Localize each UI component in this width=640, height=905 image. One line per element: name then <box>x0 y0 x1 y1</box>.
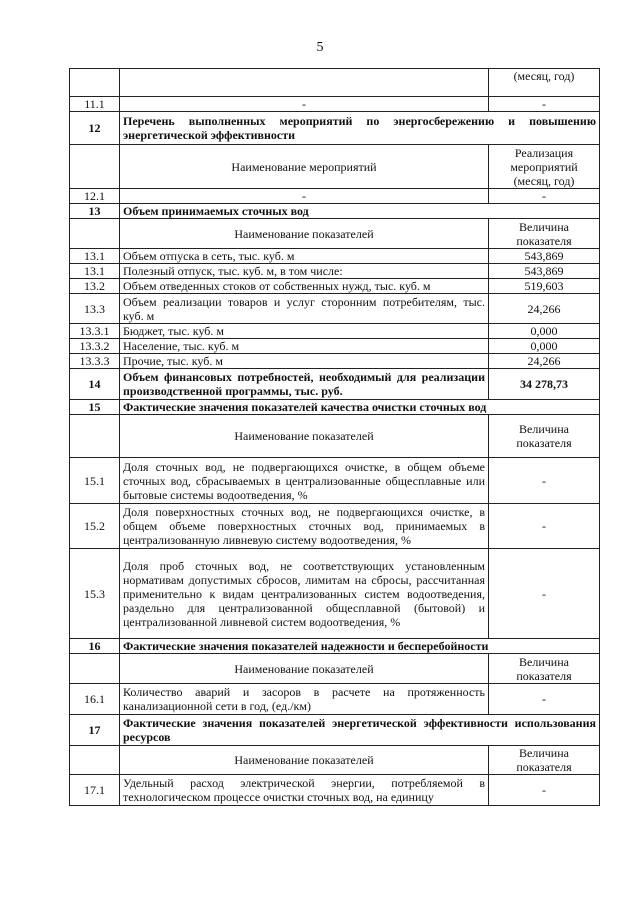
row-text: Удельный расход электрической энергии, потребляемой в технологическом процессе очистки сточных вод, на единицу <box>120 775 489 806</box>
table-row-continuation <box>70 69 600 97</box>
header-row-12 <box>70 145 600 189</box>
section-row-16 <box>70 639 600 654</box>
row-text: Объем отпуска в сеть, тыс. куб. м <box>120 249 489 264</box>
column-header-value: Реализация мероприятий (месяц, год) <box>489 145 600 189</box>
row-text: Объем реализации товаров и услуг сторонним потребителям, тыс. куб. м <box>120 294 489 324</box>
row-number: 17.1 <box>70 775 120 806</box>
column-header-name: Наименование мероприятий <box>120 145 489 189</box>
table-row-13-2 <box>70 279 600 294</box>
row-text: Бюджет, тыс. куб. м <box>120 324 489 339</box>
section-row-13 <box>70 204 600 219</box>
table-row-15-3 <box>70 549 600 639</box>
row-value: 519,603 <box>489 279 600 294</box>
header-row-17 <box>70 746 600 775</box>
row-number: 16.1 <box>70 684 120 715</box>
row-text: Полезный отпуск, тыс. куб. м, в том числе: <box>120 264 489 279</box>
row-text: Количество аварий и засоров в расчете на протяженность канализационной сети в год, (ед./км) <box>120 684 489 715</box>
section-title: Перечень выполненных мероприятий по энергосбережению и повышению энергетической эффективности <box>120 112 600 145</box>
section-number: 17 <box>70 715 120 746</box>
column-header-value: Величина показателя <box>489 654 600 684</box>
row-value: - <box>489 775 600 806</box>
row-text: - <box>120 189 489 204</box>
row-value: 0,000 <box>489 324 600 339</box>
table-row-13-1 <box>70 264 600 279</box>
section-title: Фактические значения показателей энергетической эффективности использования ресурсов <box>120 715 600 746</box>
row-number: 15.2 <box>70 504 120 549</box>
row-value: - <box>489 504 600 549</box>
row-value: 34 278,73 <box>489 369 600 400</box>
row-value: - <box>489 549 600 639</box>
header-row-13 <box>70 219 600 249</box>
table-row-13-3-1 <box>70 324 600 339</box>
row-number: 12.1 <box>70 189 120 204</box>
table-row-15-2 <box>70 504 600 549</box>
section-number: 13 <box>70 204 120 219</box>
column-header-value: Величина показателя <box>489 746 600 775</box>
row-number: 13.3 <box>70 294 120 324</box>
row-value: - <box>489 458 600 504</box>
table-row-13-3-2 <box>70 339 600 354</box>
column-header-value: Величина показателя <box>489 415 600 458</box>
header-row-16 <box>70 654 600 684</box>
row-value: 543,869 <box>489 264 600 279</box>
table-row-15-1 <box>70 458 600 504</box>
section-number: 12 <box>70 112 120 145</box>
row-text: Прочие, тыс. куб. м <box>120 354 489 369</box>
row-value: 24,266 <box>489 354 600 369</box>
row-text: Объем отведенных стоков от собственных нужд, тыс. куб. м <box>120 279 489 294</box>
row-number: 13.3.2 <box>70 339 120 354</box>
section-title: Фактические значения показателей надежности и бесперебойности <box>120 639 600 654</box>
row-value: 0,000 <box>489 339 600 354</box>
section-title: Фактические значения показателей качества очистки сточных вод <box>120 400 600 415</box>
row-value: - <box>489 189 600 204</box>
report-table <box>69 68 600 806</box>
section-number: 16 <box>70 639 120 654</box>
row-text: Население, тыс. куб. м <box>120 339 489 354</box>
row-text: Доля сточных вод, не подвергающихся очистке, в общем объеме сточных вод, сбрасываемых в централизованные общесплавные или бытовые системы водоотведения, % <box>120 458 489 504</box>
column-header-name: Наименование показателей <box>120 654 489 684</box>
table-row-11-1 <box>70 97 600 112</box>
section-row-17 <box>70 715 600 746</box>
row-value: - <box>489 684 600 715</box>
row-text: Доля проб сточных вод, не соответствующих установленным нормативам допустимых сбросов, лимитам на сбросы, рассчитанная применительно к видам централизованных систем водоотведения, раздельно для централизованной общесплавной (бытовой) и централизованной ливневой систем водоотведения, % <box>120 549 489 639</box>
column-header-value: Величина показателя <box>489 219 600 249</box>
page-number: 5 <box>316 40 324 55</box>
header-row-15 <box>70 415 600 458</box>
section-row-14 <box>70 369 600 400</box>
row-number: 13.3.1 <box>70 324 120 339</box>
row-number: 13.1 <box>70 264 120 279</box>
row-text: - <box>120 97 489 112</box>
table-row-12-1 <box>70 189 600 204</box>
row-number: 13.2 <box>70 279 120 294</box>
cell-value: (месяц, год) <box>489 69 600 97</box>
table-row-13-3 <box>70 294 600 324</box>
row-number: 13.3.3 <box>70 354 120 369</box>
column-header-name: Наименование показателей <box>120 219 489 249</box>
table-row-13-3-3 <box>70 354 600 369</box>
table-row-16-1 <box>70 684 600 715</box>
row-number: 13.1 <box>70 249 120 264</box>
section-number: 15 <box>70 400 120 415</box>
row-text: Доля поверхностных сточных вод, не подвергающихся очистке, в общем объеме поверхностных сточных вод, принимаемых в централизованную ливневую систему водоотведения, % <box>120 504 489 549</box>
column-header-name: Наименование показателей <box>120 746 489 775</box>
row-text: Объем финансовых потребностей, необходимый для реализации производственной программы, тыс. руб. <box>120 369 489 400</box>
section-title: Объем принимаемых сточных вод <box>120 204 600 219</box>
row-value: - <box>489 97 600 112</box>
section-number: 14 <box>70 369 120 400</box>
section-row-15 <box>70 400 600 415</box>
section-row-12 <box>70 112 600 145</box>
row-value: 24,266 <box>489 294 600 324</box>
row-number: 11.1 <box>70 97 120 112</box>
row-number: 15.1 <box>70 458 120 504</box>
column-header-name: Наименование показателей <box>120 415 489 458</box>
row-value: 543,869 <box>489 249 600 264</box>
row-number: 15.3 <box>70 549 120 639</box>
table-row-17-1 <box>70 775 600 806</box>
table-row-13-1 <box>70 249 600 264</box>
